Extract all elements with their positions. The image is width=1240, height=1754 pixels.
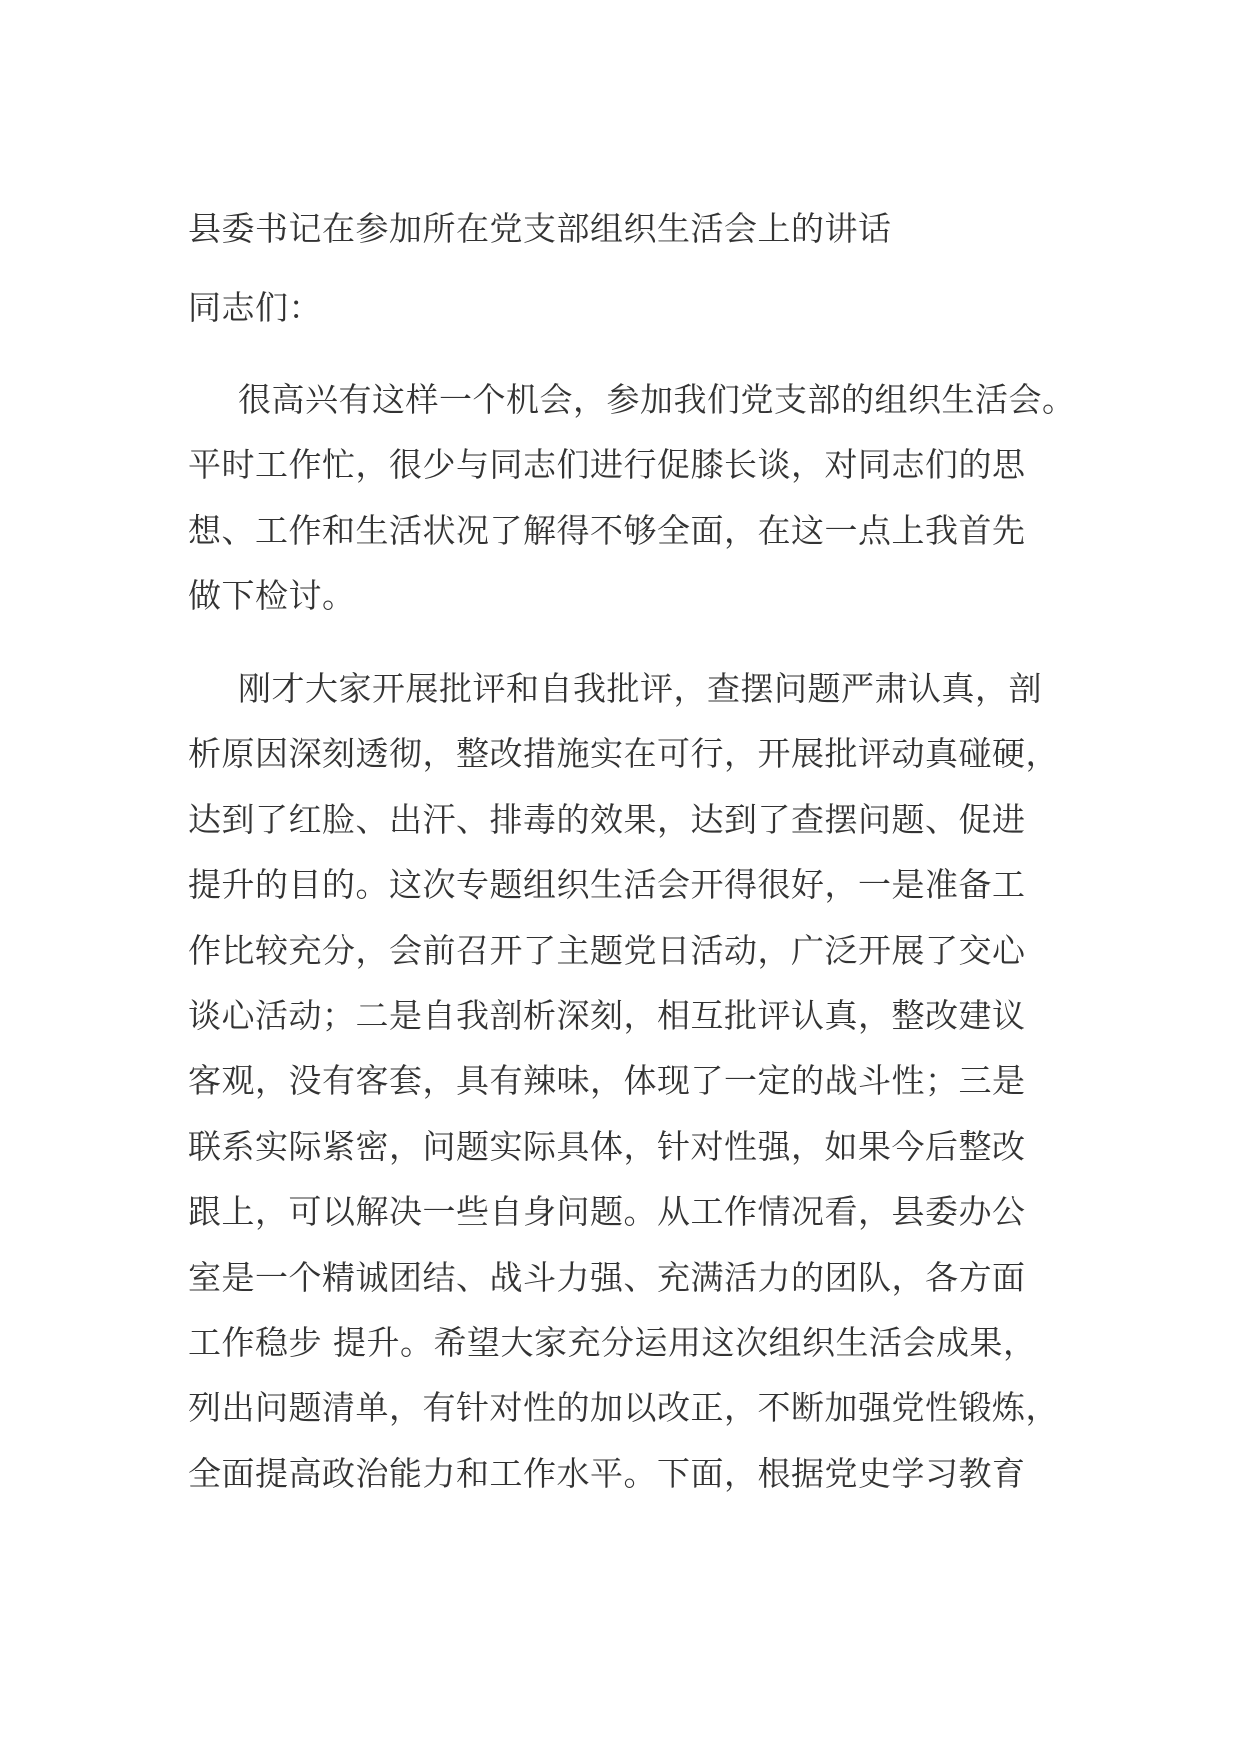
paragraph-2-line: 联系实际紧密，问题实际具体，针对性强，如果今后整改 — [188, 1127, 1026, 1166]
paragraph-2-line: 列出问题清单，有针对性的加以改正，不断加强党性锻炼， — [188, 1388, 1059, 1427]
paragraph-2-line: 提升的目的。这次专题组织生活会开得很好，一是准备工 — [188, 865, 1026, 904]
paragraph-1-line: 做下检讨。 — [188, 576, 356, 615]
paragraph-2-line: 析原因深刻透彻，整改措施实在可行，开展批评动真碰硬， — [188, 734, 1059, 773]
paragraph-2-line: 跟上，可以解决一些自身问题。从工作情况看，县委办公 — [188, 1192, 1026, 1231]
paragraph-2-line: 谈心活动；二是自我剖析深刻，相互批评认真，整改建议 — [188, 996, 1026, 1035]
paragraph-2-line: 室是一个精诚团结、战斗力强、充满活力的团队，各方面 — [188, 1258, 1026, 1297]
paragraph-1-line: 很高兴有这样一个机会，参加我们党支部的组织生活会。 — [238, 380, 1076, 419]
paragraph-2-line: 全面提高政治能力和工作水平。下面，根据党史学习教育 — [188, 1454, 1026, 1493]
paragraph-1-line: 平时工作忙，很少与同志们进行促膝长谈，对同志们的思 — [188, 445, 1026, 484]
paragraph-1-line: 想、工作和生活状况了解得不够全面，在这一点上我首先 — [188, 511, 1026, 550]
document-title: 县委书记在参加所在党支部组织生活会上的讲话 — [188, 209, 892, 248]
paragraph-2-line: 客观，没有客套，具有辣味，体现了一定的战斗性；三是 — [188, 1061, 1026, 1100]
salutation: 同志们： — [188, 288, 322, 327]
paragraph-2-line: 达到了红脸、出汗、排毒的效果，达到了查摆问题、促进 — [188, 800, 1026, 839]
paragraph-2-line: 刚才大家开展批评和自我批评，查摆问题严肃认真，剖 — [238, 669, 1042, 708]
paragraph-2-line: 作比较充分，会前召开了主题党日活动，广泛开展了交心 — [188, 931, 1026, 970]
paragraph-2-line: 工作稳步 提升。希望大家充分运用这次组织生活会成果， — [188, 1323, 1037, 1362]
